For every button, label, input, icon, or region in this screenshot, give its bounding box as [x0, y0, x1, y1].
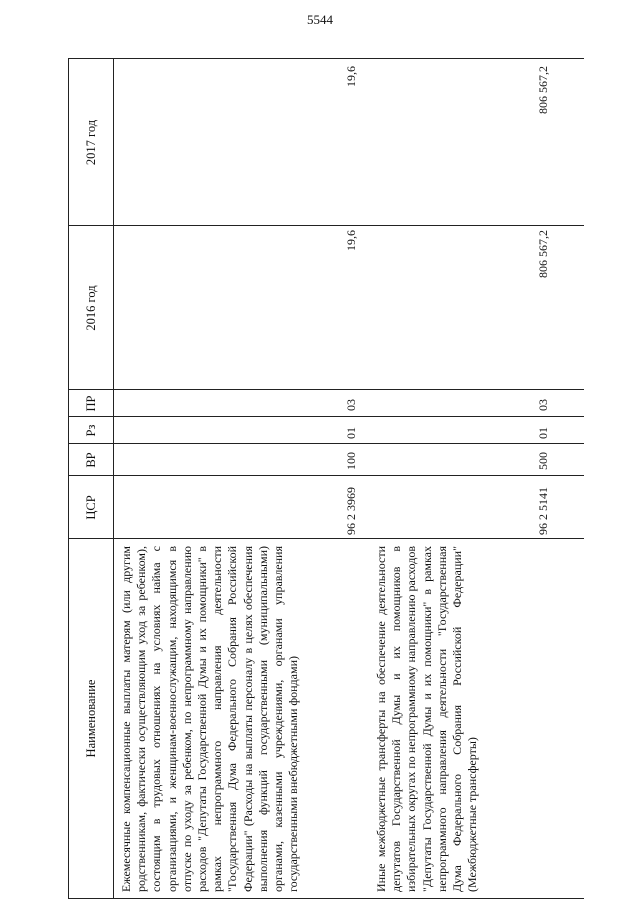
row-2-rz: 01: [536, 427, 550, 439]
col-vr: [69, 443, 584, 476]
row-2-csr: 96 2 5141: [536, 487, 550, 535]
row-1-csr: 96 2 3969: [344, 487, 358, 535]
row-2-vr: 500: [536, 452, 550, 470]
row-1-name: Ежемесячные компенсационные выплаты матерям (или другим родственникам, фактически осуществляющим уход за ребенком), состоящим в трудовых отношениях на условиях найма с организациями, и женщинам-военнослужащим, находящимся в отпуске по уходу за ребенком, по непрограммному направлению расходов "Депутаты Государственной Думы и их помощники" в рамках непрограммного направления деятельности "Государственная Дума Федерального Собрания Российской Федерации" (Расходы на выплаты персоналу в целях обеспечения выполнения функций государственными (муниципальными) органами, казенными учреждениями, органами управления государственными внебюджетными фондами): [119, 546, 301, 892]
row-1-2016: 19,6: [344, 230, 358, 251]
header-2016: 2016 год: [83, 285, 98, 331]
row-1-rz: 01: [344, 427, 358, 439]
col-pr: [69, 389, 584, 417]
row-2-2017: 806 567,2: [536, 66, 550, 114]
header-csr: ЦСР: [83, 495, 98, 520]
header-pr: ПР: [83, 395, 98, 412]
col-csr: [69, 475, 584, 539]
row-1-vr: 100: [344, 452, 358, 470]
header-vr: ВР: [83, 452, 98, 468]
page-number: 5544: [307, 12, 333, 27]
row-1-pr: 03: [344, 399, 358, 411]
row-2-2016: 806 567,2: [536, 230, 550, 278]
col-rz: [69, 416, 584, 444]
header-name: Наименование: [83, 679, 98, 758]
budget-table: [68, 59, 583, 899]
table-grid: [68, 58, 584, 899]
row-1-2017: 19,6: [344, 66, 358, 87]
col-2017: [69, 58, 584, 226]
row-2-pr: 03: [536, 399, 550, 411]
col-2016: [69, 225, 584, 390]
header-2017: 2017 год: [83, 119, 98, 166]
row-2-name: Иные межбюджетные трансферты на обеспечение деятельности депутатов Государственной Думы и их помощников в избирательных округах по непрограммному направлению расходов "Депутаты Государственной Думы и их помощники" в рамках непрограммного направления деятельности "Государственная Дума Федерального Собрания Российской Федерации" (Межбюджетные трансферты): [374, 546, 480, 892]
header-rz: Рз: [83, 424, 98, 437]
